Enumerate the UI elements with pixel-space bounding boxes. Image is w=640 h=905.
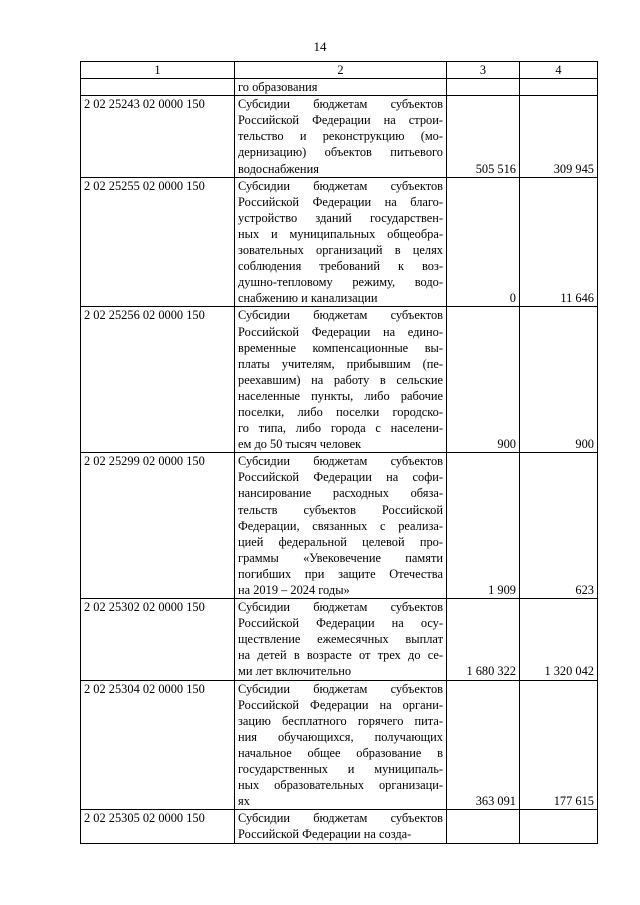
budget-code: 2 02 25256 02 0000 150	[81, 307, 235, 453]
description-line: го типа, либо города с населени-	[238, 421, 443, 436]
value-column-3: 363 091	[447, 680, 520, 810]
description-line: Субсидии бюджетам субъектов	[238, 811, 443, 826]
description-line: снабжению и канализации	[238, 291, 378, 306]
value-column-3: 0	[447, 177, 520, 307]
description-line: нансирование расходных обяза-	[238, 486, 443, 501]
value-column-4: 1 320 042	[520, 599, 598, 680]
value-column-3: 505 516	[447, 96, 520, 177]
description-line: поселки, либо поселки городско-	[238, 404, 443, 419]
value-column-3	[447, 810, 520, 843]
description-line: душно-тепловому режиму, водо-	[238, 275, 443, 290]
row-description	[235, 307, 447, 453]
value-column-4	[520, 810, 598, 843]
description-line: на 2019 – 2024 годы»	[238, 583, 350, 597]
description-line: ных образовательных организаци-	[238, 778, 443, 793]
table-row	[81, 680, 598, 810]
budget-code: 2 02 25243 02 0000 150	[81, 96, 235, 177]
value-column-4: 309 945	[520, 96, 598, 177]
description-line: зовательных организаций в целях	[238, 243, 443, 258]
description-line: ществление ежемесячных выплат	[238, 632, 443, 647]
row-description	[235, 680, 447, 810]
description-line: Российской Федерации на созда-	[238, 827, 412, 842]
row-description	[235, 177, 447, 307]
description-line: дернизацию) объектов питьевого	[238, 145, 443, 160]
table-row	[81, 307, 598, 453]
row-description	[235, 453, 447, 599]
description-line: Российской Федерации на софи-	[238, 470, 443, 485]
description-line: соблюдения требований к воз-	[238, 259, 443, 274]
column-header-3: 3	[447, 62, 520, 79]
column-header-2: 2	[235, 62, 447, 79]
description-line: тельство и реконструкцию (мо-	[238, 129, 443, 144]
empty-code-cell	[81, 79, 235, 96]
description-line: государственных и муниципаль-	[238, 762, 443, 777]
continuation-row	[81, 79, 598, 96]
column-number-row	[81, 62, 598, 79]
value-column-3: 900	[447, 307, 520, 453]
budget-code: 2 02 25255 02 0000 150	[81, 177, 235, 307]
table-row	[81, 177, 598, 307]
description-line: цией федеральной целевой про-	[238, 534, 443, 549]
budget-table	[80, 61, 598, 844]
table-row	[81, 810, 598, 843]
budget-code: 2 02 25302 02 0000 150	[81, 599, 235, 680]
description-line: Субсидии бюджетам субъектов	[238, 308, 443, 323]
description-line: тельств субъектов Российской	[238, 502, 443, 517]
empty-value-cell	[520, 79, 598, 96]
value-column-4: 177 615	[520, 680, 598, 810]
description-line: Субсидии бюджетам субъектов	[238, 454, 443, 469]
column-header-1: 1	[81, 62, 235, 79]
description-line: Федерации, связанных с реализа-	[238, 518, 443, 533]
description-line: ях	[238, 794, 250, 809]
description-line: ем до 50 тысяч человек	[238, 437, 362, 452]
budget-code: 2 02 25305 02 0000 150	[81, 810, 235, 843]
column-header-4: 4	[520, 62, 598, 79]
continuation-text: го образования	[235, 79, 447, 96]
description-line: платы учителям, прибывшим (пе-	[238, 356, 443, 371]
description-line: водоснабжения	[238, 161, 319, 176]
table-row	[81, 453, 598, 599]
description-line: зацию бесплатного горячего пита-	[238, 713, 443, 728]
description-line: Российской Федерации на органи-	[238, 697, 443, 712]
budget-code: 2 02 25299 02 0000 150	[81, 453, 235, 599]
description-line: ных и муниципальных общеобра-	[238, 226, 443, 241]
table-row	[81, 599, 598, 680]
description-line: Субсидии бюджетам субъектов	[238, 97, 443, 112]
row-description	[235, 810, 447, 843]
description-line: Российской Федерации на благо-	[238, 194, 443, 209]
description-line: населенные пункты, либо рабочие	[238, 388, 443, 403]
value-column-4: 623	[520, 453, 598, 599]
description-line: Российской Федерации на строи-	[238, 113, 443, 128]
description-line: временные компенсационные вы-	[238, 340, 443, 355]
description-line: Российской Федерации на осу-	[238, 616, 443, 631]
empty-value-cell	[447, 79, 520, 96]
budget-code: 2 02 25304 02 0000 150	[81, 680, 235, 810]
row-description	[235, 96, 447, 177]
description-line: граммы «Увековечение памяти	[238, 550, 443, 565]
description-line: погибших при защите Отечества	[238, 566, 443, 581]
description-line: Субсидии бюджетам субъектов	[238, 600, 443, 615]
description-line: устройство зданий государствен-	[238, 210, 443, 225]
description-line: ния обучающихся, получающих	[238, 729, 443, 744]
description-line: Субсидии бюджетам субъектов	[238, 681, 443, 696]
table-row	[81, 96, 598, 177]
page-number: 14	[313, 39, 327, 54]
row-description	[235, 599, 447, 680]
value-column-4: 11 646	[520, 177, 598, 307]
description-line: на детей в возрасте от трех до се-	[238, 648, 443, 663]
description-line: ми лет включительно	[238, 664, 352, 679]
description-line: начальное общее образование в	[238, 745, 443, 760]
value-column-3: 1 680 322	[447, 599, 520, 680]
description-line: реехавшим) на работу в сельские	[238, 372, 443, 387]
value-column-4: 900	[520, 307, 598, 453]
value-column-3: 1 909	[447, 453, 520, 599]
description-line: Российской Федерации на едино-	[238, 324, 443, 339]
description-line: Субсидии бюджетам субъектов	[238, 178, 443, 193]
